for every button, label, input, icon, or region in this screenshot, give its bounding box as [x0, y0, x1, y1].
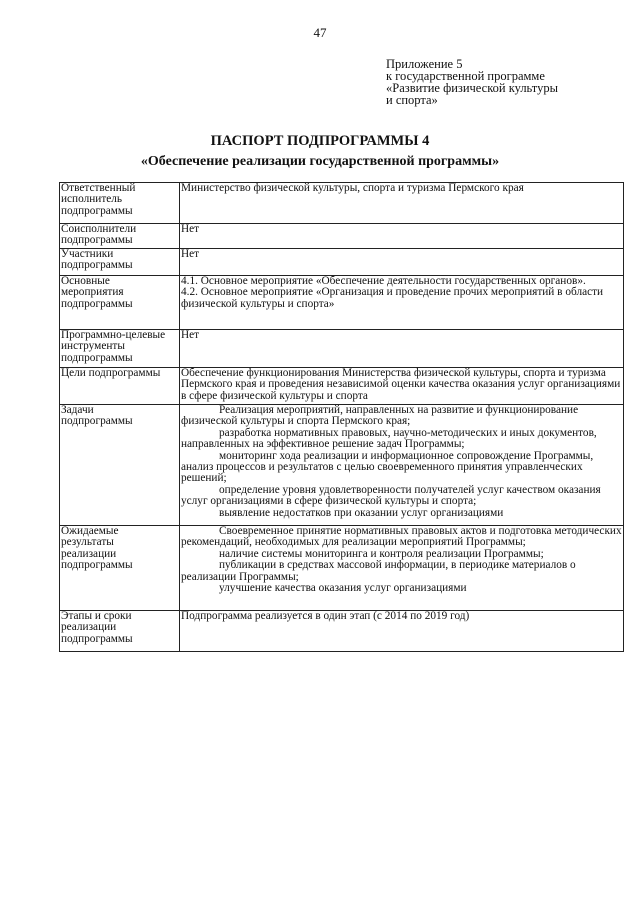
row-label	[60, 224, 180, 249]
row-paragraph: Нет	[181, 248, 200, 260]
appendix-line: Приложение 5	[386, 57, 463, 71]
row-label-line: Цели подпрограммы	[61, 367, 161, 379]
appendix-line: «Развитие физической культуры	[386, 81, 558, 95]
row-label	[60, 611, 180, 652]
row-paragraph: Подпрограмма реализуется в один этап (с 2014 по 2019 год)	[181, 610, 470, 622]
row-content	[180, 405, 624, 526]
passport-row	[60, 330, 624, 368]
row-paragraph: 4.1. Основное мероприятие «Обеспечение деятельности государственных органов».	[181, 275, 586, 287]
row-label	[60, 249, 180, 276]
passport-row	[60, 276, 624, 330]
row-content	[180, 224, 624, 249]
row-paragraph: разработка нормативных правовых, научно-методических и иных документов, направленных на эффективное решение задач Программы;	[181, 426, 597, 451]
row-content	[180, 249, 624, 276]
row-label-line: Соисполнители	[61, 223, 137, 235]
row-label	[60, 330, 180, 368]
row-content	[180, 330, 624, 368]
row-label-line: Основные	[61, 275, 110, 287]
row-label-line: Участники	[61, 248, 114, 260]
row-label-line: подпрограммы	[61, 559, 133, 572]
row-label-line: реализации	[61, 621, 117, 634]
row-content	[180, 368, 624, 405]
passport-table-body	[60, 183, 624, 652]
row-label-line: реализации	[61, 547, 117, 560]
passport-row	[60, 368, 624, 405]
row-paragraph: публикации в средствах массовой информации, в периодике материалов о реализации Программы;	[181, 559, 576, 583]
row-paragraph: определение уровня удовлетворенности получателей услуг качеством оказания услуг организациями в сфере физической культуры и спорта;	[181, 483, 601, 508]
row-paragraph: 4.2. Основное мероприятие «Организация и проведение прочих мероприятий в области физической культуры и спорта»	[181, 286, 604, 310]
row-label-line: Задачи	[61, 404, 94, 416]
row-label-line: исполнитель	[61, 193, 123, 206]
row-label-line: подпрограммы	[61, 632, 133, 645]
row-content	[180, 183, 624, 224]
row-label	[60, 368, 180, 405]
row-label-line: Этапы и сроки	[61, 610, 132, 622]
row-label-line: Ожидаемые	[61, 525, 119, 537]
row-paragraph: Министерство физической культуры, спорта и туризма Пермского края	[181, 182, 524, 194]
row-paragraph: мониторинг хода реализации и информационное сопровождение Программы, анализ процессов и результатов с целью своевременного принятия управленческих решений;	[181, 449, 594, 485]
row-content	[180, 611, 624, 652]
row-paragraph: Обеспечение функционирования Министерства физической культуры, спорта и туризма Пермского края и проведения независимой оценки качества оказания услуг организациями в сфере физической культуры и спорта	[181, 367, 621, 402]
row-label-line: результаты	[61, 536, 114, 549]
row-content	[180, 526, 624, 611]
passport-row	[60, 224, 624, 249]
row-paragraph: выявление недостатков при оказании услуг организациями	[219, 506, 504, 519]
row-label-line: подпрограммы	[61, 351, 133, 364]
row-label	[60, 405, 180, 526]
row-content	[180, 276, 624, 330]
row-label-line: подпрограммы	[61, 297, 133, 310]
page-subtitle: «Обеспечение реализации государственной программы»	[140, 154, 500, 169]
passport-row	[60, 526, 624, 611]
row-label-line: инструменты	[61, 340, 125, 353]
row-label-line: подпрограммы	[61, 234, 133, 247]
row-label-line: Программно-целевые	[61, 329, 166, 341]
passport-row	[60, 183, 624, 224]
page-number: 47	[313, 25, 327, 40]
row-label	[60, 276, 180, 330]
row-paragraph: Нет	[181, 329, 200, 341]
passport-table	[59, 182, 624, 652]
appendix-block	[386, 58, 616, 106]
appendix-line: и спорта»	[386, 93, 438, 107]
row-label-line: Ответственный	[61, 182, 136, 194]
passport-row	[60, 611, 624, 652]
row-label	[60, 183, 180, 224]
row-label-line: подпрограммы	[61, 204, 133, 217]
row-label-line: мероприятия	[61, 286, 124, 299]
row-paragraph: улучшение качества оказания услуг организациями	[219, 582, 467, 595]
row-label-line: подпрограммы	[61, 415, 133, 428]
appendix-line: к государственной программе	[386, 69, 545, 83]
row-paragraph: наличие системы мониторинга и контроля реализации Программы;	[219, 547, 544, 560]
page-title: ПАСПОРТ ПОДПРОГРАММЫ 4	[210, 133, 430, 149]
passport-row	[60, 249, 624, 276]
row-label-line: подпрограммы	[61, 259, 133, 272]
row-paragraph: Нет	[181, 223, 200, 235]
row-paragraph: Реализация мероприятий, направленных на развитие и функционирование физической культуры и спорта Пермского края;	[181, 404, 579, 428]
row-paragraph: Своевременное принятие нормативных правовых актов и подготовка методических рекомендаций, необходимых для реализации мероприятий Программы;	[181, 525, 622, 549]
row-label	[60, 526, 180, 611]
passport-row	[60, 405, 624, 526]
